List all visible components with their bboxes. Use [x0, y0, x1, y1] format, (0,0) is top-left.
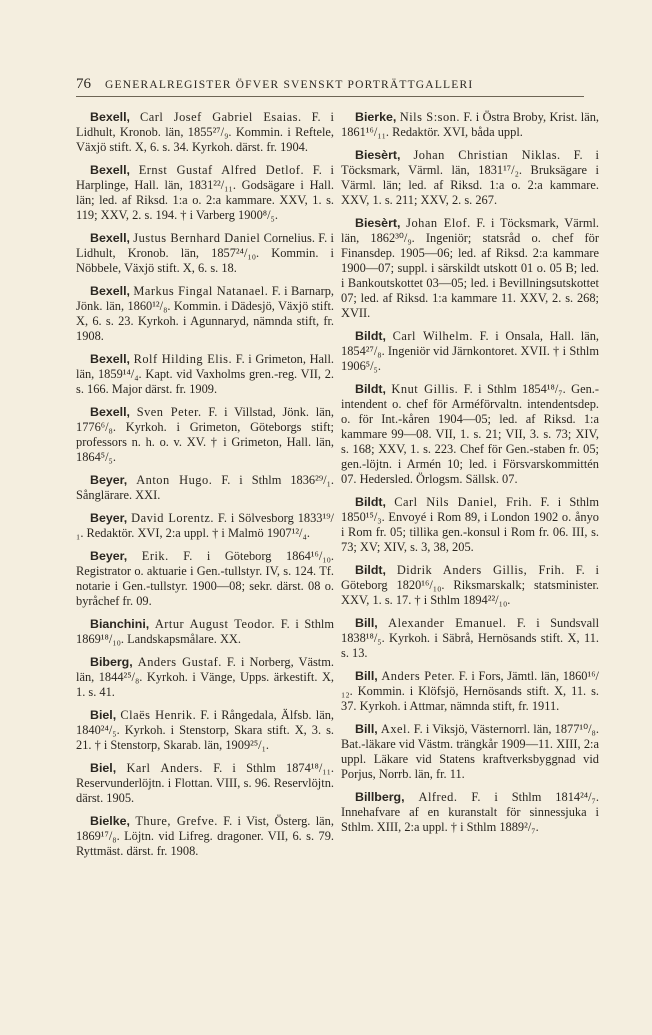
entry-given-names: Axel.: [380, 722, 411, 736]
entry-text: F. i Barnarp, Jönk. län, 1860¹²/₈. Kommin. i Dädesjö, Växjö stift. X, 6. s. 23. Kyrkoh. i Agunnaryd, nämnda stift, fr. 1908.: [76, 284, 334, 343]
page-number: 76: [76, 76, 91, 92]
register-entry: [76, 284, 334, 344]
entry-text: Cornelius. F. i Lidhult, Kronob. län, 1857²⁴/₁₀. Kommin. i Nöbbele, Växjö stift. X, 6. s. 18.: [76, 231, 334, 275]
entry-given-names: Erik.: [141, 549, 169, 563]
entry-text: F. i Sthlm 1814²⁴/₇. Innehafvare af en kuranstalt för sinnessjuka i Sthlm. XIII, 2:a uppl. † i Sthlm 1889²/₇.: [341, 790, 599, 834]
register-entry: [76, 511, 334, 541]
entry-given-names: Nils S:son.: [399, 110, 460, 124]
register-entry: [76, 231, 334, 276]
entry-text: F. i Göteborg 1864¹⁶/₁₀. Registrator o. aktuarie i Gen.-tullstyr. IV, s. 124. Tf. notarie i Gen.-tullstyr. 1900—08; sekr. därst. 08 o. byråchef fr. 09.: [76, 549, 334, 608]
entry-surname: Bexell,: [90, 284, 130, 298]
entry-surname: Bildt,: [355, 329, 386, 343]
entry-given-names: Carl Josef Gabriel Esaias.: [139, 110, 302, 124]
entry-given-names: Justus Bernhard Daniel: [133, 231, 261, 245]
page-header: [76, 76, 584, 97]
entry-surname: Bexell,: [90, 231, 130, 245]
entry-given-names: Anton Hugo.: [136, 473, 213, 487]
entry-given-names: Claës Henrik.: [120, 708, 197, 722]
entry-text: F. i Sthlm 1836²⁹/₁. Sånglärare. XXI.: [76, 473, 334, 502]
register-entry: [341, 563, 599, 608]
entry-text: F. i Göteborg 1820¹⁶/₁₀. Riksmarskalk; statsminister. XXV, 1. s. 17. † i Sthlm 1894²²/₁₀.: [341, 563, 599, 607]
running-title: GENERALREGISTER ÖFVER SVENSKT PORTRÄTTGALLERI: [105, 79, 474, 91]
entry-given-names: David Lorentz.: [131, 511, 214, 525]
register-entry: [341, 669, 599, 714]
entry-surname: Beyer,: [90, 473, 128, 487]
entry-given-names: Johan Elof.: [406, 216, 471, 230]
entry-surname: Biel,: [90, 761, 117, 775]
entry-surname: Bexell,: [90, 163, 130, 177]
entry-given-names: Carl Nils Daniel, Frih.: [394, 495, 533, 509]
register-entry: [341, 148, 599, 208]
entry-given-names: Didrik Anders Gillis, Frih.: [396, 563, 565, 577]
entry-given-names: Sven Peter.: [136, 405, 202, 419]
entry-text: F. i Onsala, Hall. län, 1854²⁷/₈. Ingeniör vid Järnkontoret. XVII. † i Sthlm 1906⁵/₅.: [341, 329, 599, 373]
entry-given-names: Alexander Emanuel.: [388, 616, 507, 630]
entry-given-names: Johan Christian Niklas.: [413, 148, 561, 162]
entry-text: F. i Harplinge, Hall. län, 1831²²/₁₁. Godsägare i Hall. län; led. af Riksd. 1:a o. 2:a kammare. XXV, 1. s. 119; XXV, 2. s. 194. † i Varberg 1900⁸/₅.: [76, 163, 334, 222]
register-entry: [341, 722, 599, 782]
left-column: [76, 110, 334, 867]
entry-surname: Beyer,: [90, 511, 128, 525]
register-entry: [76, 549, 334, 609]
entry-text: F. i Fors, Jämtl. län, 1860¹⁶/₁₂. Kommin. i Klöfsjö, Hernösands stift. X, 11. s. 37. Kyrkoh. i Attmar, nämnda stift, fr. 1911.: [341, 669, 599, 713]
entry-surname: Biberg,: [90, 655, 133, 669]
entry-surname: Bill,: [355, 616, 378, 630]
register-entry: [76, 163, 334, 223]
entry-text: F. i Sthlm 1854¹⁸/₇. Gen.-intendent o. chef för Arméförvaltn. intendentsdep. o. för Int.-kåren 1904—05; led. af Riksd. 1:a kammare 99—08. VII, 1. s. 21; VII, 3. s. 73; XIV, s. 168; XXV, 1. s. 223. Chef för Gen.-staben fr. 05; gen.-löjtn. i Armén 10; led. i Försvarskommittén 07. Hedersled. Örlogsm. Sällsk. 07.: [341, 382, 599, 486]
entry-text: F. i Sundsvall 1838¹⁸/₅. Kyrkoh. i Säbrå, Hernösands stift. X, 11. s. 13.: [341, 616, 600, 660]
entry-text: F. i Sthlm 1850¹⁵/₃. Envoyé i Rom 89, i London 1902 o. ånyo i Rom fr. 05; tillika gen.-konsul i Rom fr. 06. III, s. 73; XV; XIV, s. 3, 38, 205.: [341, 495, 599, 554]
entry-surname: Biesèrt,: [355, 148, 401, 162]
entry-surname: Beyer,: [90, 549, 128, 563]
entry-given-names: Markus Fingal Natanael.: [133, 284, 269, 298]
register-entry: [76, 352, 334, 397]
entry-text: F. i Sölvesborg 1833¹⁹/₁. Redaktör. XVI, 2:a uppl. † i Malmö 1907¹²/₄.: [76, 511, 334, 540]
register-entry: [76, 473, 334, 503]
entry-surname: Billberg,: [355, 790, 405, 804]
entry-text: F. i Sthlm 1869¹⁸/₁₀. Landskapsmålare. XX.: [76, 617, 334, 646]
entry-surname: Bexell,: [90, 405, 130, 419]
entry-given-names: Ernst Gustaf Alfred Detlof.: [138, 163, 305, 177]
register-entry: [76, 655, 334, 700]
register-entry: [76, 761, 334, 806]
register-entry: [341, 329, 599, 374]
entry-text: F. i Villstad, Jönk. län, 1776⁶/₈. Kyrkoh. i Grimeton, Göteborgs stift; professors n. h. o. v. XV. † i Grimeton, Hall. län, 1864⁵/₅.: [76, 405, 334, 464]
entry-given-names: Artur August Teodor.: [154, 617, 276, 631]
entry-given-names: Alfred.: [418, 790, 458, 804]
entry-text: F. i Östra Broby, Krist. län, 1861¹⁶/₁₁. Redaktör. XVI, båda uppl.: [341, 110, 599, 139]
entry-surname: Biesèrt,: [355, 216, 401, 230]
entry-given-names: Anders Peter.: [381, 669, 456, 683]
register-entry: [341, 110, 599, 140]
register-entry: [76, 405, 334, 465]
register-entry: [341, 616, 599, 661]
entry-text: F. i Sthlm 1874¹⁸/₁₁. Reservunderlöjtn. i Flottan. VIII, s. 96. Reservlöjtn. därst. 1905.: [76, 761, 334, 805]
entry-text: F. i Töcksmark, Värml. län, 1862³⁰/₉. Ingeniör; statsråd o. chef för Finansdep. 1905—06; led. af Riksd. 2:a kammare 1900—07; suppl. i särskildt utskott 01 o. 05 B; led. i Bankoutskottet 03—05; led. i Bevillningsutskottet 07; led. af Riksd. 1:a kammare 11. XXV, 2. s. 268; XVII.: [341, 216, 599, 320]
right-column: [341, 110, 599, 843]
register-entry: [76, 814, 334, 859]
entry-surname: Bianchini,: [90, 617, 150, 631]
entry-surname: Bildt,: [355, 382, 386, 396]
register-entry: [76, 617, 334, 647]
entry-text: F. i Norberg, Västm. län, 1844²⁵/₈. Kyrkoh. i Vänge, Upps. ärkestift. X, 1. s. 41.: [76, 655, 334, 699]
entry-surname: Bildt,: [355, 563, 386, 577]
entry-surname: Bildt,: [355, 495, 386, 509]
entry-given-names: Karl Anders.: [126, 761, 203, 775]
entry-text: F. i Rångedala, Älfsb. län, 1840²⁴/₅. Kyrkoh. i Stenstorp, Skara stift. X, 3. s. 21. † i Stenstorp, Skarab. län, 1909²⁵/₁.: [76, 708, 334, 752]
entry-surname: Bierke,: [355, 110, 397, 124]
register-entry: [76, 110, 334, 155]
register-entry: [341, 382, 599, 487]
entry-surname: Biel,: [90, 708, 117, 722]
entry-surname: Bielke,: [90, 814, 130, 828]
entry-text: F. i Viksjö, Västernorrl. län, 1877¹⁰/₈. Bat.-läkare vid Västm. trängkår 1909—11. XIII, 2:a uppl. Läkare vid Statens kraftverksbyggnad vid Porjus, Norrb. län, fr. 11.: [341, 722, 599, 781]
register-entry: [341, 790, 599, 835]
entry-text: F. i Vist, Österg. län, 1869¹⁷/₈. Löjtn. vid Lifreg. dragoner. VII, 6. s. 79. Ryttmäst. därst. fr. 1908.: [76, 814, 334, 858]
register-entry: [76, 708, 334, 753]
entry-given-names: Thure, Grefve.: [135, 814, 218, 828]
entry-given-names: Carl Wilhelm.: [392, 329, 473, 343]
register-entry: [341, 495, 599, 555]
entry-text: F. i Lidhult, Kronob. län, 1855²⁷/₉. Kommin. i Reftele, Växjö stift. X, 6. s. 34. Kyrkoh. därst. fr. 1904.: [76, 110, 334, 154]
entry-given-names: Rolf Hilding Elis.: [133, 352, 233, 366]
register-entry: [341, 216, 599, 321]
entry-surname: Bexell,: [90, 110, 130, 124]
entry-text: F. i Töcksmark, Värml. län, 1831¹⁷/₂. Bruksägare i Värml. län; led. af Riksd. 1:a o. 2:a kammare. XXV, 1. s. 211; XXV, 2. s. 267.: [341, 148, 600, 207]
entry-surname: Bexell,: [90, 352, 130, 366]
entry-given-names: Knut Gillis.: [391, 382, 459, 396]
entry-surname: Bill,: [355, 722, 378, 736]
entry-given-names: Anders Gustaf.: [137, 655, 222, 669]
entry-surname: Bill,: [355, 669, 378, 683]
entry-text: F. i Grimeton, Hall. län, 1859¹⁴/₄. Kapt. vid Vaxholms gren.-reg. VII, 2. s. 166. Major därst. fr. 1909.: [76, 352, 334, 396]
